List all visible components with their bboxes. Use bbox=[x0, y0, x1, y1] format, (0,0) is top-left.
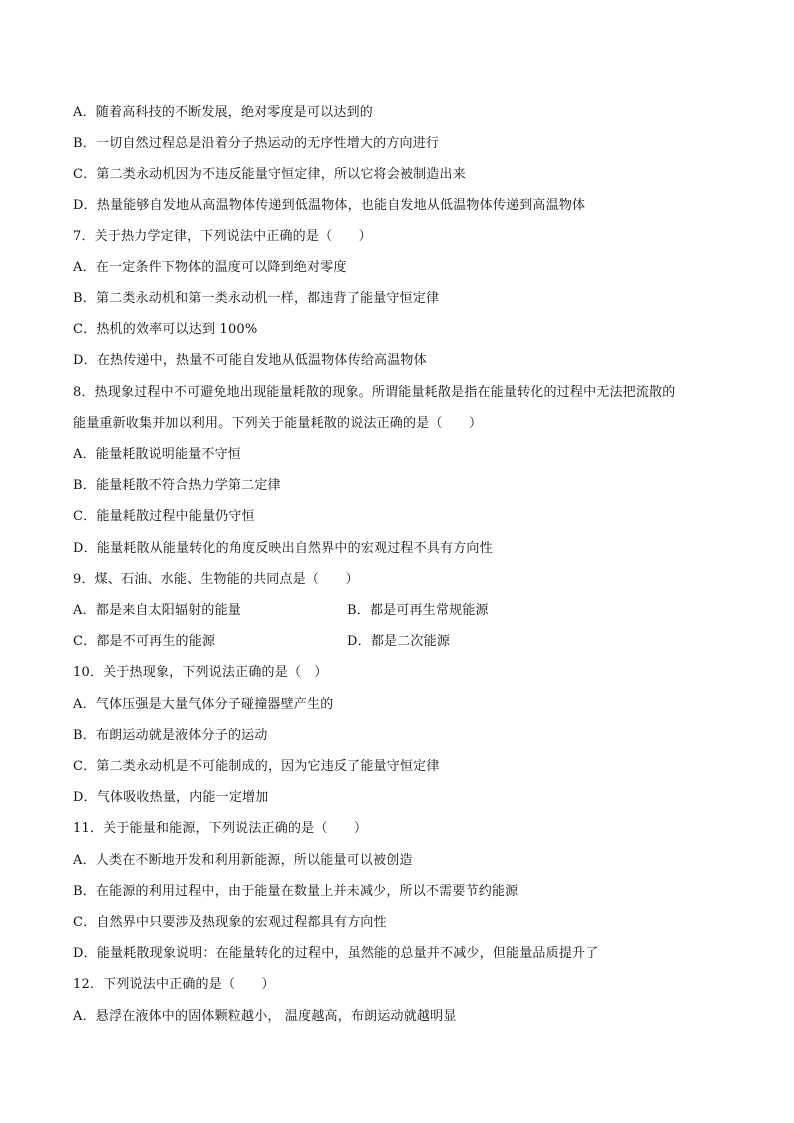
q8-stem-line2: 能量重新收集并加以利用。下列关于能量耗散的说法正确的是（ ） bbox=[73, 416, 483, 431]
q9-option-b: B．都是可再生常规能源 bbox=[347, 603, 489, 618]
q8-option-a: A．能量耗散说明能量不守恒 bbox=[73, 447, 241, 462]
q9-option-d: D．都是二次能源 bbox=[347, 634, 451, 649]
q12-option-a: A．悬浮在液体中的固体颗粒越小， 温度越高，布朗运动就越明显 bbox=[73, 1009, 457, 1024]
q7-stem: 7．关于热力学定律，下列说法中正确的是（ ） bbox=[73, 229, 372, 244]
q7-option-c: C．热机的效率可以达到 100% bbox=[73, 322, 258, 337]
q11-option-c: C．自然界中只要涉及热现象的宏观过程都具有方向性 bbox=[73, 915, 387, 930]
q10-option-b: B．布朗运动就是液体分子的运动 bbox=[73, 728, 268, 743]
q6-option-c: C．第二类永动机因为不违反能量守恒定律，所以它将会被制造出来 bbox=[73, 167, 466, 182]
q10-stem: 10．关于热现象，下列说法正确的是（ ） bbox=[73, 665, 328, 680]
q7-option-d: D．在热传递中，热量不可能自发地从低温物体传给高温物体 bbox=[73, 353, 427, 368]
q11-option-d: D．能量耗散现象说明：在能量转化的过程中，虽然能的总量并不减少，但能量品质提升了 bbox=[73, 946, 599, 961]
q12-stem: 12．下列说法中正确的是（ ） bbox=[73, 977, 275, 992]
q6-option-d: D．热量能够自发地从高温物体传递到低温物体，也能自发地从低温物体传递到高温物体 bbox=[73, 198, 586, 213]
q8-option-c: C．能量耗散过程中能量仍守恒 bbox=[73, 509, 255, 524]
q8-option-b: B．能量耗散不符合热力学第二定律 bbox=[73, 478, 281, 493]
q9-option-c: C．都是不可再生的能源 bbox=[73, 634, 216, 649]
q9-stem: 9．煤、石油、水能、生物能的共同点是（ ） bbox=[73, 572, 359, 587]
q11-option-a: A．人类在不断地开发和利用新能源，所以能量可以被创造 bbox=[73, 853, 413, 868]
q10-option-a: A．气体压强是大量气体分子碰撞器壁产生的 bbox=[73, 697, 334, 712]
q11-option-b: B．在能源的利用过程中，由于能量在数量上并未减少，所以不需要节约能源 bbox=[73, 884, 519, 899]
q10-option-d: D．气体吸收热量，内能一定增加 bbox=[73, 790, 269, 805]
q8-option-d: D．能量耗散从能量转化的角度反映出自然界中的宏观过程不具有方向性 bbox=[73, 541, 493, 556]
q6-option-b: B．一切自然过程总是沿着分子热运动的无序性增大的方向进行 bbox=[73, 136, 440, 151]
q7-option-a: A．在一定条件下物体的温度可以降到绝对零度 bbox=[73, 260, 347, 275]
q8-stem-line1: 8．热现象过程中不可避免地出现能量耗散的现象。所谓能量耗散是指在能量转化的过程中无法把流散的 bbox=[73, 385, 676, 400]
q7-option-b: B．第二类永动机和第一类永动机一样，都违背了能量守恒定律 bbox=[73, 291, 440, 306]
q6-option-a: A．随着高科技的不断发展，绝对零度是可以达到的 bbox=[73, 105, 373, 120]
q11-stem: 11．关于能量和能源，下列说法正确的是（ ） bbox=[73, 821, 368, 836]
q9-option-a: A．都是来自太阳辐射的能量 bbox=[73, 603, 241, 618]
q10-option-c: C．第二类永动机是不可能制成的，因为它违反了能量守恒定律 bbox=[73, 759, 440, 774]
